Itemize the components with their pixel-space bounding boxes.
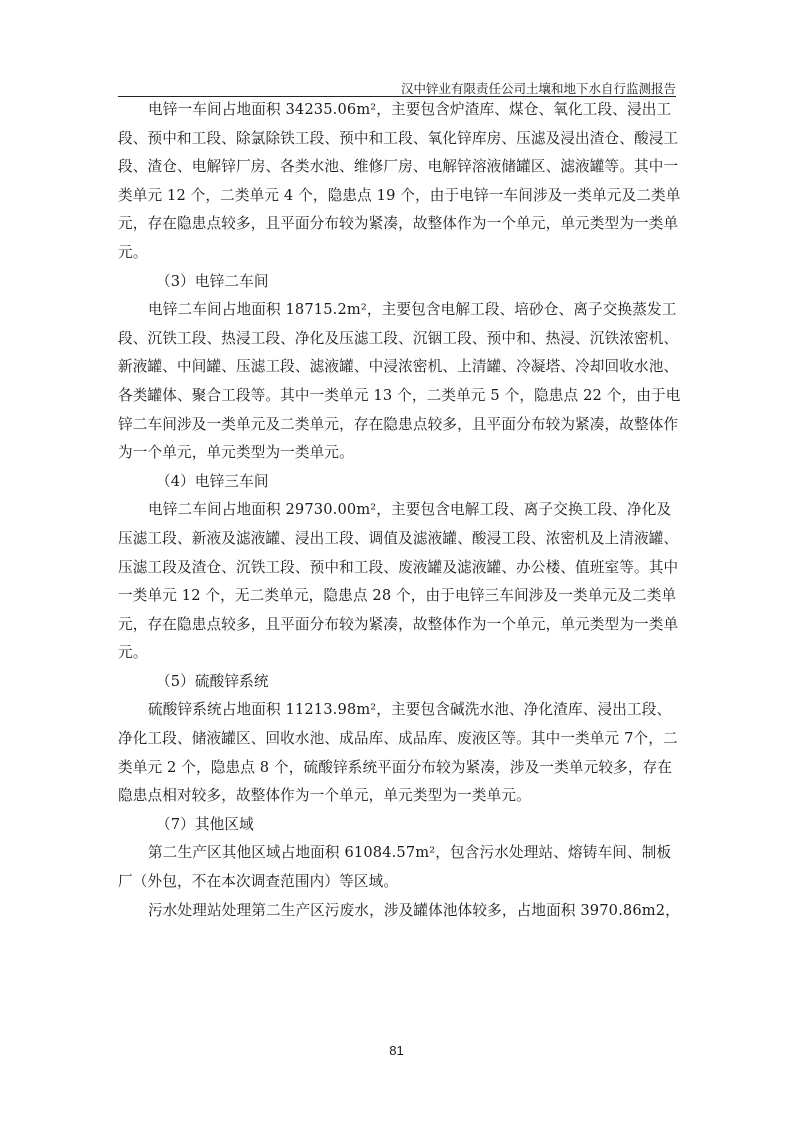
- document-body: [118, 96, 682, 925]
- heading-workshop-3: （4）电锌三车间: [156, 472, 269, 490]
- page-header: 汉中锌业有限责任公司土壤和地下水自行监测报告: [400, 81, 676, 96]
- heading-workshop-2: （3）电锌二车间: [156, 272, 269, 290]
- paragraph-wastewater-station: 污水处理站处理第二生产区污废水，涉及罐体池体较多，占地面积 3970.86m2，: [148, 901, 680, 919]
- paragraph-workshop-2: 电锌二车间占地面积 18715.2m²，主要包含电解工段、培砂仓、离子交换蒸发工段、沉铁工段、热浸工段、净化及压滤工段、沉铟工段、预中和、热浸、沉铁浓密机、新液罐、中间罐、压滤工段、滤液罐、中浸浓密机、上清罐、冷凝塔、冷却回收水池、各类罐体、聚合工段等。其中一类单元 13 个，二类单元 5 个，隐患点 22 个，由于电锌二车间涉及一类单元及二类单元，存在隐患点较多，且平面分布较为紧凑，故整体作为一个单元，单元类型为一类单元。: [118, 301, 681, 462]
- heading-zinc-sulfate-system: （5）硫酸锌系统: [156, 672, 269, 690]
- paragraph-zinc-sulfate-system: 硫酸锌系统占地面积 11213.98m²，主要包含碱洗水池、净化渣库、浸出工段、净化工段、储液罐区、回收水池、成品库、成品库、废液区等。其中一类单元 7个，二类单元 2 个，隐患点 8 个，硫酸锌系统平面分布较为紧凑，涉及一类单元较多，存在隐患点相对较多，故整体作为一个单元，单元类型为一类单元。: [118, 701, 678, 805]
- paragraph-workshop-1: 电锌一车间占地面积 34235.06m²，主要包含炉渣库、煤仓、氧化工段、浸出工段、预中和工段、除氯除铁工段、预中和工段、氧化锌库房、压滤及浸出渣仓、酸浸工段、渣仓、电解锌厂房、各类水池、维修厂房、电解锌溶液储罐区、滤液罐等。其中一类单元 12 个，二类单元 4 个，隐患点 19 个，由于电锌一车间涉及一类单元及二类单元，存在隐患点较多，且平面分布较为紧凑，故整体作为一个单元，单元类型为一类单元。: [118, 101, 681, 261]
- heading-other-areas: （7）其他区域: [156, 815, 254, 833]
- paragraph-workshop-3: 电锌二车间占地面积 29730.00m²，主要包含电解工段、离子交换工段、净化及压滤工段、新液及滤液罐、浸出工段、调值及滤液罐、酸浸工段、浓密机及上清液罐、压滤工段及渣仓、沉铁工段、预中和工段、废液罐及滤液罐、办公楼、值班室等。其中一类单元 12 个，无二类单元，隐患点 28 个，由于电锌三车间涉及一类单元及二类单元，存在隐患点较多，且平面分布较为紧凑，故整体作为一个单元，单元类型为一类单元。: [118, 501, 679, 662]
- page-number: 81: [389, 1043, 404, 1058]
- paragraph-other-areas: 第二生产区其他区域占地面积 61084.57m²，包含污水处理站、熔铸车间、制板厂（外包，不在本次调查范围内）等区域。: [118, 844, 672, 891]
